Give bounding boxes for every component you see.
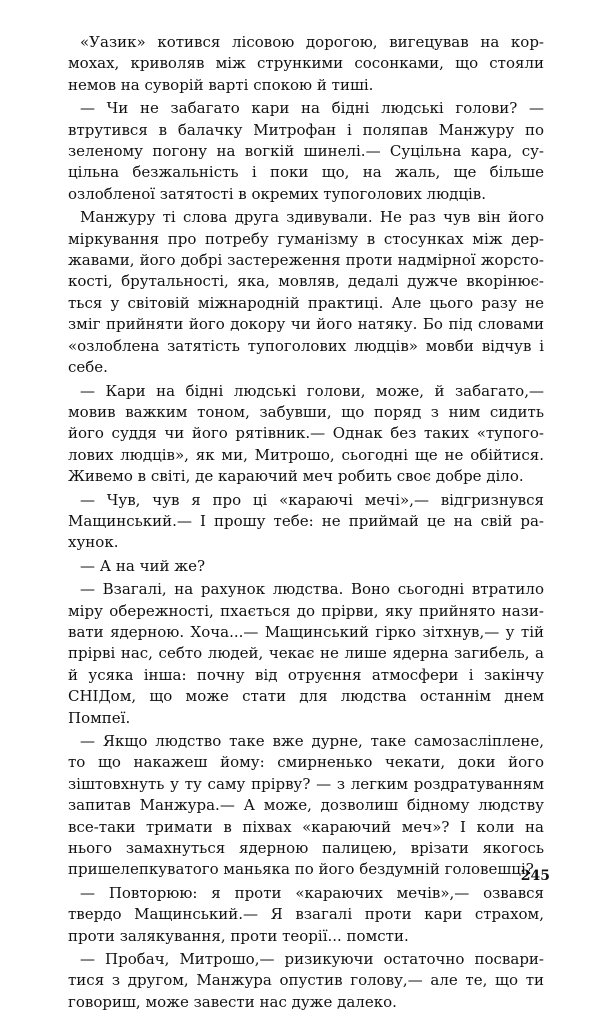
paragraph-1: «Уазик» котився лісовою дорогою, вигецував на кормохах, криволяв між стрункими сосонками, що стояли немов на суворій варті спокою й тиші.	[68, 33, 544, 94]
body-text	[68, 32, 544, 1015]
paragraph-6: — А на чий же?	[80, 556, 206, 575]
paragraph-3: Манжуру ті слова друга здивували. Не раз чув він його міркування про потребу гуманізму в стосунках між державами, його добрі застереження проти надмірної жорстокості, брутальності, яка, мовляв, дедалі дужче вкорінюється у світовій міжнародній практиці. Але цього разу не зміг прийняти його докору чи його натяку. Бо під словами «озлоблена затятість тупоголових людців» мовби відчув і себе.	[68, 208, 544, 377]
paragraph-7: — Взагалі, на рахунок людства. Воно сьогодні втратило міру обережності, пхається до прірви, яку прийнято називати ядерною. Хоча...— Мащинський гірко зітхнув,— у тій прірві нас, себто людей, чекає не лише ядерна загибель, а й усяка інша: почну від отруєння атмосфери і закінчу СНІДом, що може стати для людства останнім днем Помпеї.	[68, 580, 544, 727]
paragraph-2: — Чи не забагато кари на бідні людські голови? — втрутився в балачку Митрофан і поляпав Манжуру по зеленому погону на вогкій шинелі.— Суцільна кара, суцільна безжальність і поки що, на жаль, ще більше озлобленої затятості в окремих тупоголових людців.	[68, 99, 544, 203]
paragraph-9: — Повторюю: я проти «караючих мечів»,— озвався твердо Мащинський.— Я взагалі проти кари страхом, проти залякування, проти теорії... помсти.	[68, 883, 544, 945]
paragraph-8: — Якщо людство таке вже дурне, таке самозасліплене, то що накажеш йому: смирненько чекати, доки його зіштовхнуть у ту саму прірву? — з легким роздратуванням запитав Манжура.— А може, дозволиш бідному людству все-таки тримати в піхвах «караючий меч»? І коли на нього замахнуться ядерною палицею, врізати якогось пришелепкуватого маньяка по його бездумній головешці?	[68, 732, 544, 879]
page-number: 245	[520, 868, 550, 884]
paragraph-5: — Чув, чув я про ці «караючі мечі»,— відгризнувся Мащинський.— І прошу тебе: не приймай це на свій рахунок.	[68, 490, 544, 552]
paragraph-4: — Кари на бідні людські голови, може, й забагато,— мовив важким тоном, забувши, що поряд з ним сидить його суддя чи його рятівник.— Однак без таких «тупоголових людців», як ми, Митрошо, сьогодні ще не обійтися. Живемо в світі, де караючий меч робить своє добре діло.	[68, 381, 544, 486]
paragraph-10: — Пробач, Митрошо,— ризикуючи остаточно посваритися з другом, Манжура опустив голову,— але те, що ти говориш, може завести нас дуже далеко.	[68, 950, 544, 1011]
